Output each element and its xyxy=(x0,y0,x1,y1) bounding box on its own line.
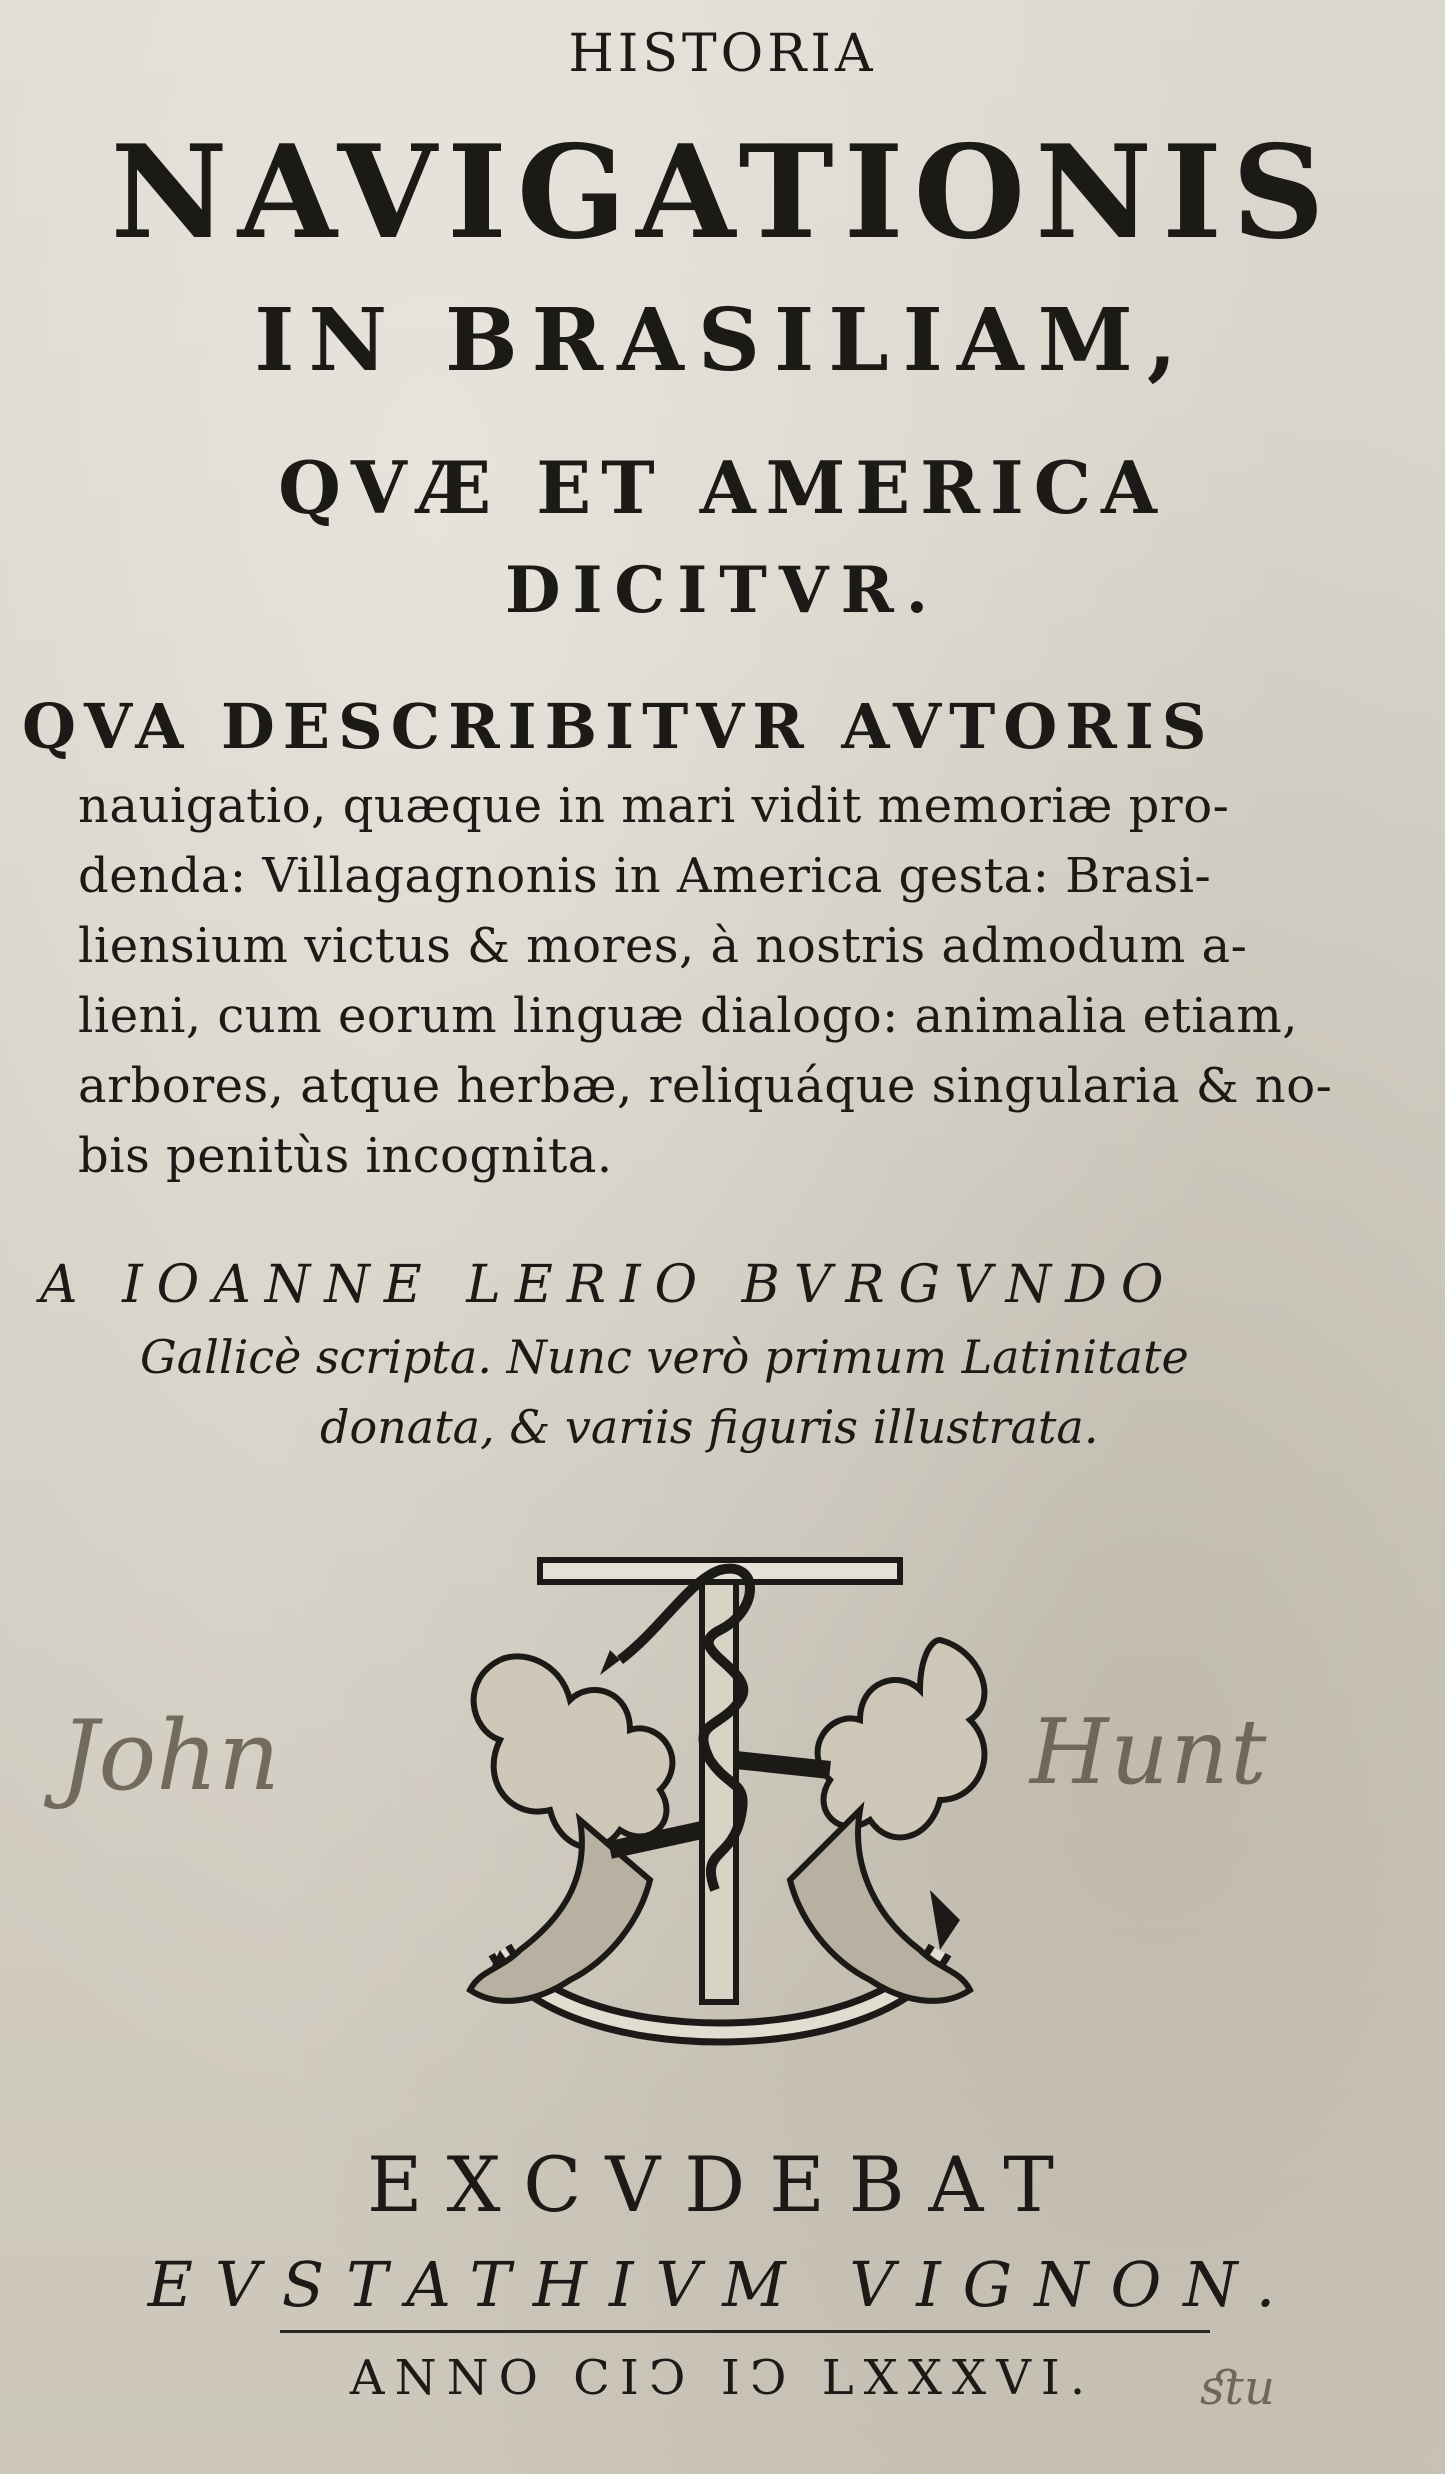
title-line-quae-et-america: QVÆ ET AMERICA xyxy=(278,445,1167,530)
description-line: bis penitùs incognita. xyxy=(78,1128,613,1184)
imprint-printer: EVSTATHIVM VIGNON. xyxy=(147,2248,1298,2321)
description-line: lieni, cum eorum linguæ dialogo: animalia etiam, xyxy=(78,988,1299,1044)
description-line: nauigatio, quæque in mari vidit memoriæ pro- xyxy=(78,778,1230,834)
title-line-in-brasiliam: IN BRASILIAM, xyxy=(254,290,1191,391)
handwritten-signature-right: Hunt xyxy=(1030,1700,1269,1805)
description-line: liensium victus & mores, à nostris admodum a- xyxy=(78,918,1248,974)
imprint-date: ANNO CIϽ IϽ LXXXVI. xyxy=(349,2350,1096,2406)
author-note-line1: Gallicè scripta. Nunc verò primum Latinitate xyxy=(140,1330,1189,1384)
printers-device-anchor-icon xyxy=(440,1520,1000,2080)
description-line: denda: Villagagnonis in America gesta: Brasi- xyxy=(78,848,1212,904)
description-line: arbores, atque herbæ, reliquáque singularia & no- xyxy=(78,1058,1333,1114)
imprint-rule xyxy=(280,2330,1210,2333)
author-note-line2: donata, & variis figuris illustrata. xyxy=(320,1400,1099,1454)
description-heading: QVA DESCRIBITVR AVTORIS xyxy=(22,690,1215,763)
imprint-excudebat: EXCVDEBAT xyxy=(367,2140,1078,2229)
author-line: A IOANNE LERIO BVRGVNDO xyxy=(40,1255,1178,1315)
handwritten-signature-left: John xyxy=(60,1700,280,1812)
title-line-navigationis: NAVIGATIONIS xyxy=(110,118,1335,268)
title-line-dicitur: DICITVR. xyxy=(504,553,941,628)
title-line-historia: HISTORIA xyxy=(568,24,877,84)
handwritten-mark-bottom: ﬆu xyxy=(1200,2360,1275,2416)
